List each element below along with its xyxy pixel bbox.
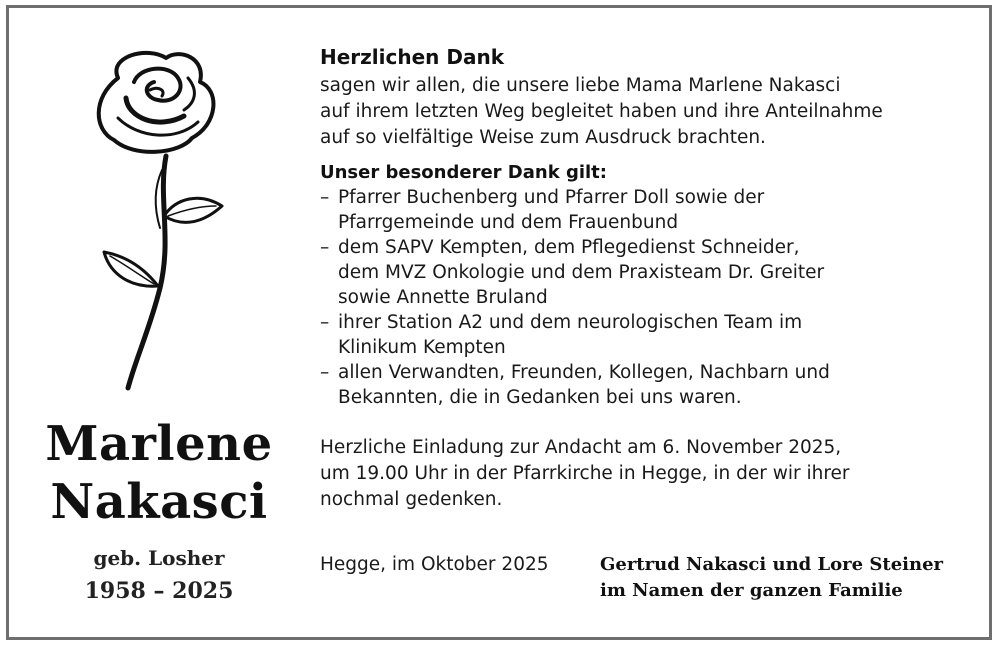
intro-line: auf so vielfältige Weise zum Ausdruck brachten.	[320, 127, 766, 148]
list-dash: –	[320, 187, 330, 208]
list-item-line: ihrer Station A2 und dem neurologischen Team im	[338, 312, 803, 333]
life-years: 1958 – 2025	[84, 578, 234, 604]
rose-icon	[88, 38, 228, 398]
list-dash: –	[320, 237, 330, 258]
thanks-title: Herzlichen Dank	[320, 45, 505, 69]
list-item-line: dem SAPV Kempten, dem Pflegedienst Schneider,	[338, 237, 800, 258]
list-item	[320, 310, 980, 360]
list-item-line: dem MVZ Onkologie und dem Praxisteam Dr. Greiter	[338, 262, 825, 283]
list-dash: –	[320, 362, 330, 383]
list-item-line: Klinikum Kempten	[338, 337, 506, 358]
list-item-line: sowie Annette Bruland	[338, 287, 548, 308]
thanks-text	[320, 45, 980, 513]
signers-line: im Namen der ganzen Familie	[600, 580, 903, 601]
signature-block	[320, 552, 980, 612]
signers-line: Gertrud Nakasci und Lore Steiner	[600, 554, 944, 575]
deceased-first-name: Marlene	[45, 416, 273, 472]
list-item	[320, 235, 980, 310]
signers	[600, 552, 943, 604]
special-thanks-heading: Unser besonderer Dank gilt:	[320, 162, 607, 183]
list-item	[320, 360, 980, 410]
list-item-line: Pfarrgemeinde und dem Frauenbund	[338, 212, 679, 233]
thanks-list	[320, 185, 980, 410]
intro-line: sagen wir allen, die unsere liebe Mama Marlene Nakasci	[320, 75, 841, 96]
list-item-line: allen Verwandten, Freunden, Kollegen, Nachbarn und	[338, 362, 830, 383]
intro-paragraph	[320, 73, 980, 151]
list-item-line: Pfarrer Buchenberg und Pfarrer Doll sowie der	[338, 187, 765, 208]
place-date: Hegge, im Oktober 2025	[320, 554, 549, 575]
birth-name: geb. Losher	[93, 546, 225, 570]
list-item	[320, 185, 980, 235]
intro-line: auf ihrem letzten Weg begleitet haben und ihre Anteilnahme	[320, 101, 883, 122]
invitation-line: nochmal gedenken.	[320, 489, 503, 510]
invitation-paragraph	[320, 435, 980, 513]
invitation-line: um 19.00 Uhr in der Pfarrkirche in Hegge, in der wir ihrer	[320, 463, 850, 484]
list-dash: –	[320, 312, 330, 333]
list-item-line: Bekannten, die in Gedanken bei uns waren.	[338, 387, 742, 408]
invitation-line: Herzliche Einladung zur Andacht am 6. November 2025,	[320, 437, 842, 458]
memorial-column	[0, 0, 318, 647]
deceased-last-name: Nakasci	[50, 474, 268, 530]
